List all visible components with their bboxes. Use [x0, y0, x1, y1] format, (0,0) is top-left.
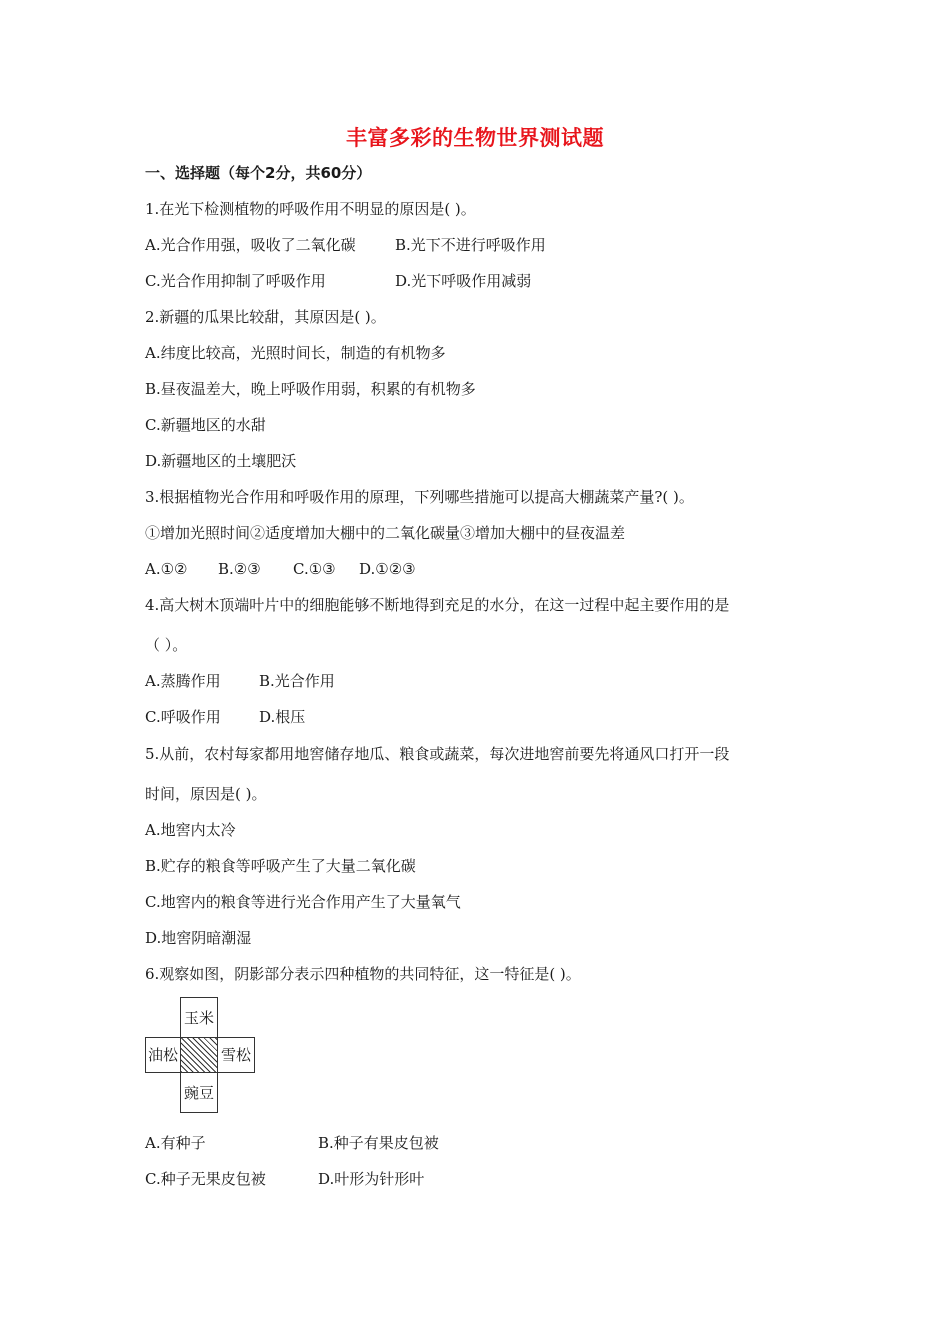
- question-5-stem-line-2: 时间，原因是( )。: [145, 785, 267, 803]
- question-3-option-d: D.①②③: [359, 560, 416, 578]
- question-4-option-c: C.呼吸作用: [145, 708, 221, 726]
- diagram-cell-right: 雪松: [217, 1037, 255, 1073]
- question-2-option-d: D.新疆地区的土壤肥沃: [145, 452, 297, 470]
- question-5-option-b: B.贮存的粮食等呼吸产生了大量二氧化碳: [145, 857, 416, 875]
- question-1-option-a: A.光合作用强，吸收了二氧化碳: [145, 236, 356, 254]
- diagram-cell-left: 油松: [145, 1037, 181, 1073]
- page-title: 丰富多彩的生物世界测试题: [346, 126, 604, 150]
- question-4-stem-line-1: 4.高大树木顶端叶片中的细胞能够不断地得到充足的水分，在这一过程中起主要作用的是: [145, 596, 730, 614]
- question-3-option-c: C.①③: [293, 560, 336, 578]
- question-5-stem-line-1: 5.从前，农村每家都用地窖储存地瓜、粮食或蔬菜，每次进地窖前要先将通风口打开一段: [145, 745, 730, 763]
- question-6-option-b: B.种子有果皮包被: [318, 1134, 439, 1152]
- diagram-cell-top: 玉米: [180, 997, 218, 1038]
- diagram-shaded-center: [180, 1037, 218, 1073]
- question-2-option-b: B.昼夜温差大，晚上呼吸作用弱，积累的有机物多: [145, 380, 476, 398]
- question-2-option-c: C.新疆地区的水甜: [145, 416, 266, 434]
- question-1-option-b: B.光下不进行呼吸作用: [395, 236, 546, 254]
- plant-feature-diagram: [145, 997, 257, 1114]
- question-1-option-d: D.光下呼吸作用减弱: [395, 272, 532, 290]
- question-4-option-d: D.根压: [259, 708, 306, 726]
- question-4-stem-line-2: （ ）。: [145, 636, 188, 654]
- question-6-option-d: D.叶形为针形叶: [318, 1170, 425, 1188]
- question-5-option-a: A.地窖内太冷: [145, 821, 236, 839]
- question-3-option-a: A.①②: [145, 560, 188, 578]
- question-6-stem: 6.观察如图，阴影部分表示四种植物的共同特征，这一特征是( )。: [145, 965, 581, 983]
- diagram-cell-bottom: 豌豆: [180, 1072, 218, 1113]
- question-2-stem: 2.新疆的瓜果比较甜，其原因是( )。: [145, 308, 386, 326]
- section-heading: 一、选择题（每个2分，共60分）: [145, 164, 372, 182]
- question-3-stem: 3.根据植物光合作用和呼吸作用的原理，下列哪些措施可以提高大棚蔬菜产量?( )。: [145, 488, 694, 506]
- question-1-option-c: C.光合作用抑制了呼吸作用: [145, 272, 326, 290]
- question-4-option-b: B.光合作用: [259, 672, 335, 690]
- question-4-option-a: A.蒸腾作用: [145, 672, 221, 690]
- question-6-option-c: C.种子无果皮包被: [145, 1170, 266, 1188]
- question-3-option-b: B.②③: [218, 560, 261, 578]
- question-5-option-c: C.地窖内的粮食等进行光合作用产生了大量氧气: [145, 893, 461, 911]
- question-2-option-a: A.纬度比较高，光照时间长，制造的有机物多: [145, 344, 446, 362]
- question-6-option-a: A.有种子: [145, 1134, 206, 1152]
- question-3-items: ①增加光照时间②适度增加大棚中的二氧化碳量③增加大棚中的昼夜温差: [145, 524, 626, 542]
- question-1-stem: 1.在光下检测植物的呼吸作用不明显的原因是( )。: [145, 200, 476, 218]
- question-5-option-d: D.地窖阴暗潮湿: [145, 929, 252, 947]
